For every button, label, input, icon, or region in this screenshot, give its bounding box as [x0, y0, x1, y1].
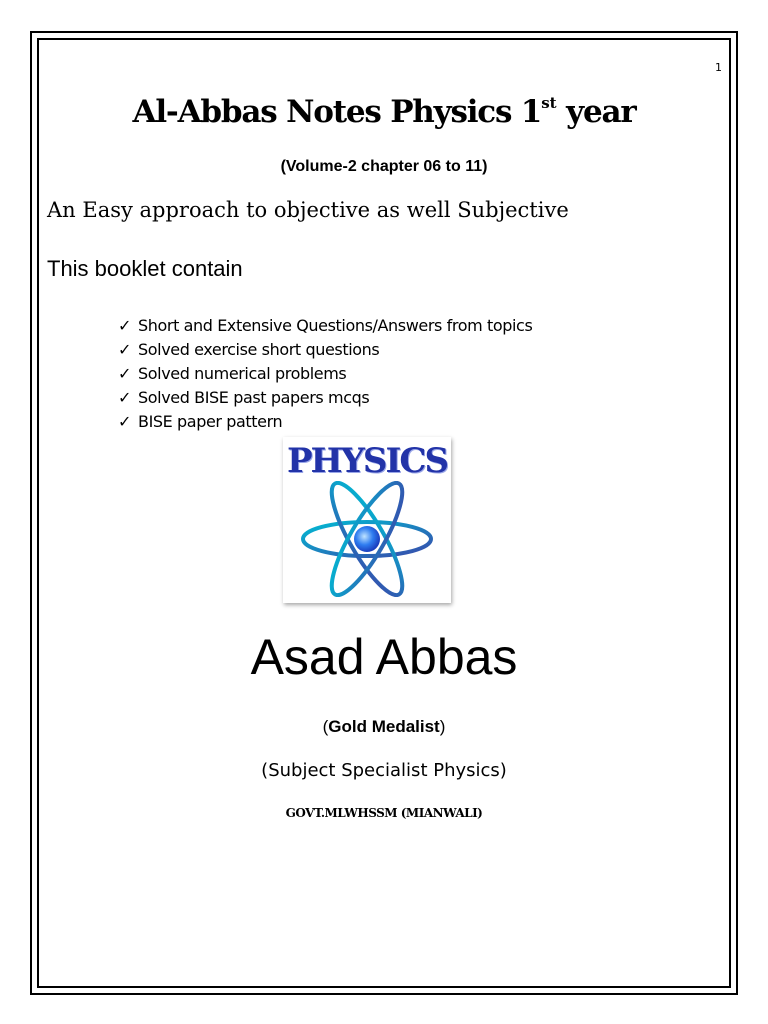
contents-list — [118, 314, 532, 434]
school-name: GOVT.MLWHSSM (MIANWALI) — [285, 806, 483, 820]
list-item: ✓ Solved exercise short questions — [118, 338, 532, 362]
author-name: Asad Abbas — [250, 629, 518, 685]
atom-icon — [297, 481, 437, 597]
checkmark-icon: ✓ — [118, 388, 132, 407]
title-superscript: st — [541, 94, 557, 112]
list-item: ✓ Solved BISE past papers mcqs — [118, 386, 532, 410]
physics-logo — [283, 437, 451, 603]
checkmark-icon: ✓ — [118, 412, 132, 431]
title-tail: year — [556, 94, 636, 130]
document-title — [0, 94, 768, 130]
list-item: ✓ Solved numerical problems — [118, 362, 532, 386]
contains-heading: This booklet contain — [47, 256, 243, 281]
author-honor: (Gold Medalist) — [322, 717, 446, 736]
approach-line: An Easy approach to objective as well Subjective — [47, 198, 569, 222]
list-item: ✓ BISE paper pattern — [118, 410, 532, 434]
checkmark-icon: ✓ — [118, 364, 132, 383]
page-number: 1 — [715, 61, 722, 74]
volume-subtitle: (Volume-2 chapter 06 to 11) — [280, 158, 488, 175]
author-designation: (Subject Specialist Physics) — [261, 760, 507, 781]
list-item: ✓ Short and Extensive Questions/Answers from topics — [118, 314, 532, 338]
checkmark-icon: ✓ — [118, 316, 132, 335]
logo-text: PHYSICS — [286, 441, 448, 481]
title-main: Al-Abbas Notes Physics 1 — [132, 94, 542, 130]
checkmark-icon: ✓ — [118, 340, 132, 359]
honor-text: Gold Medalist — [328, 717, 440, 736]
